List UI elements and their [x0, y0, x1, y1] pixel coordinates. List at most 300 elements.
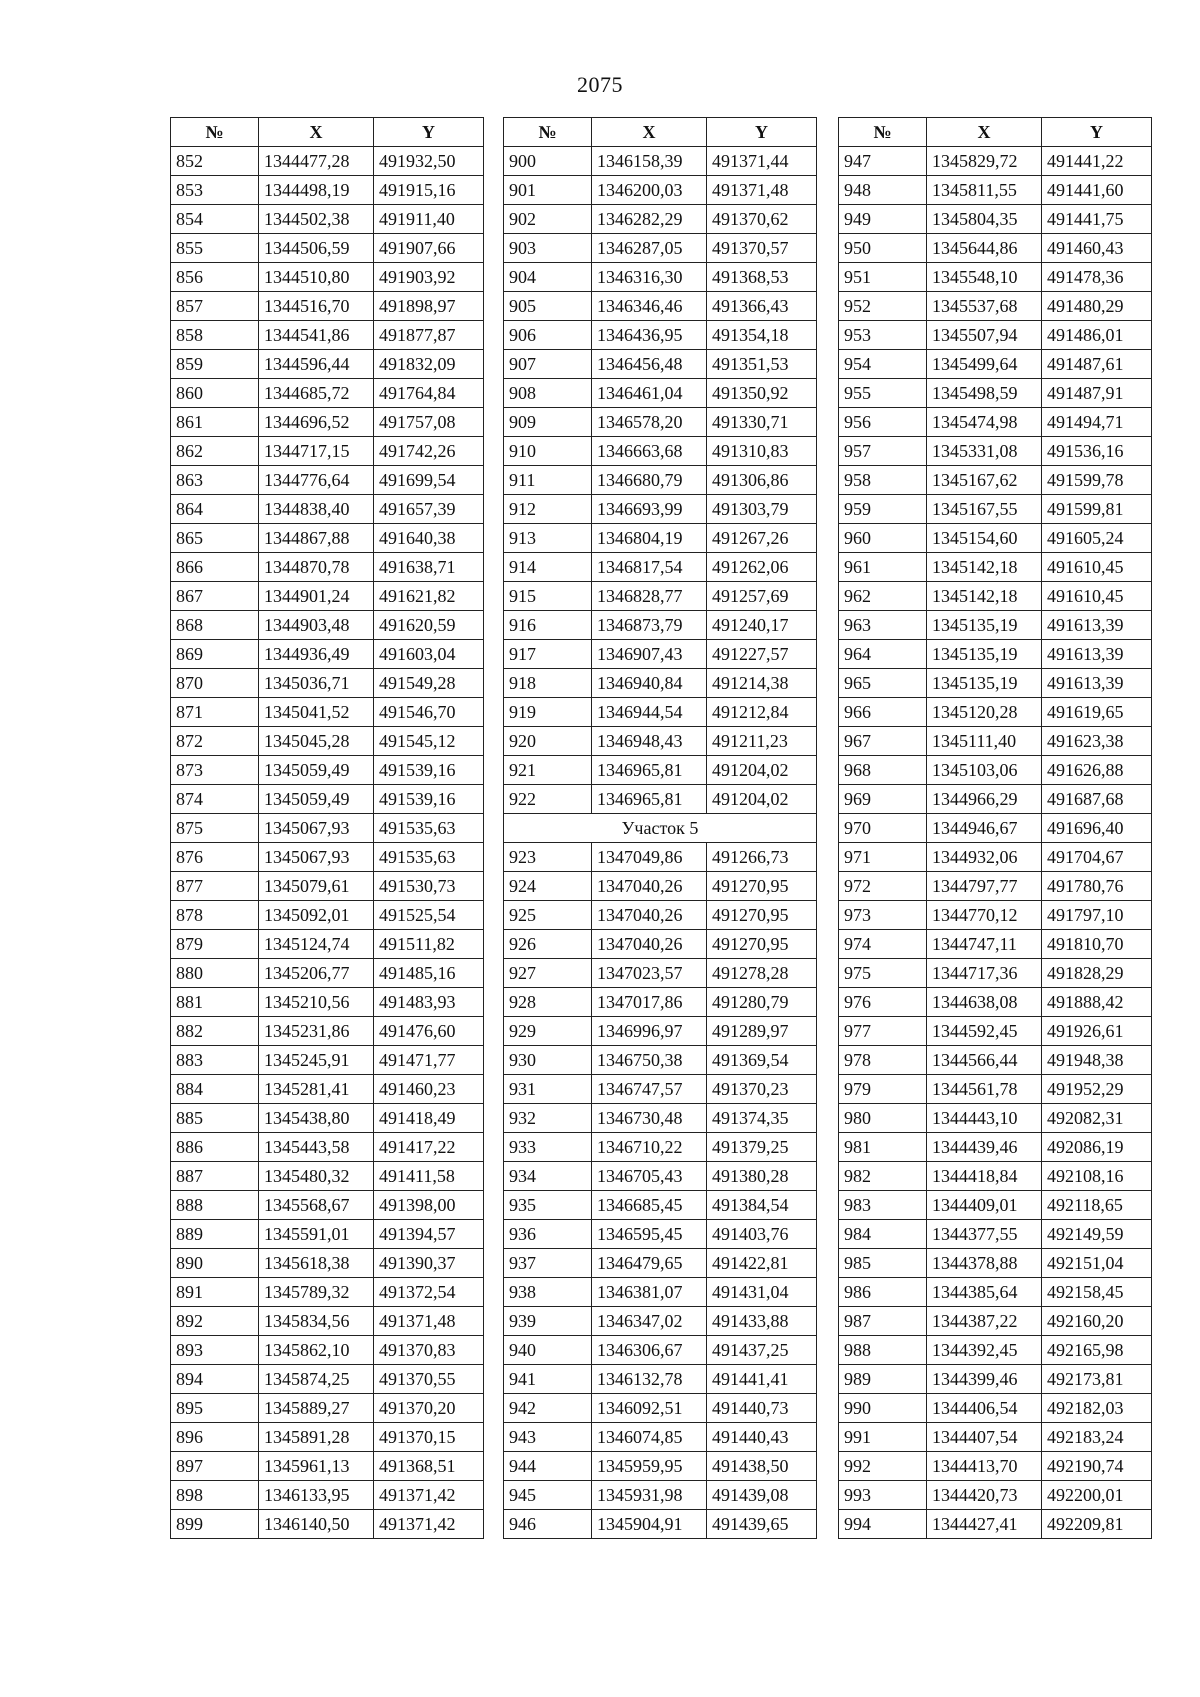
- table-row: [171, 1133, 484, 1162]
- point-number: 957: [839, 437, 927, 466]
- x-coordinate: 1345167,62: [927, 466, 1042, 495]
- x-coordinate: 1344420,73: [927, 1481, 1042, 1510]
- table-row: [504, 1423, 817, 1452]
- page-number: 2075: [577, 72, 623, 97]
- y-coordinate: 491877,87: [374, 321, 484, 350]
- x-coordinate: 1345498,59: [927, 379, 1042, 408]
- table-row: [171, 698, 484, 727]
- section-row: [504, 814, 817, 843]
- y-coordinate: 491354,18: [707, 321, 817, 350]
- table-row: [171, 147, 484, 176]
- table-row: [171, 669, 484, 698]
- y-coordinate: 491267,26: [707, 524, 817, 553]
- table-row: [171, 205, 484, 234]
- x-coordinate: 1346996,97: [592, 1017, 707, 1046]
- table-row: [839, 669, 1152, 698]
- x-coordinate: 1344946,67: [927, 814, 1042, 843]
- table-row: [171, 843, 484, 872]
- table-row: [504, 1394, 817, 1423]
- x-coordinate: 1345891,28: [259, 1423, 374, 1452]
- x-coordinate: 1346140,50: [259, 1510, 374, 1539]
- table-row: [171, 263, 484, 292]
- y-coordinate: 491599,78: [1042, 466, 1152, 495]
- x-coordinate: 1344413,70: [927, 1452, 1042, 1481]
- table-row: [171, 727, 484, 756]
- point-number: 953: [839, 321, 927, 350]
- point-number: 865: [171, 524, 259, 553]
- point-number: 854: [171, 205, 259, 234]
- y-coordinate: 491478,36: [1042, 263, 1152, 292]
- y-coordinate: 491535,63: [374, 843, 484, 872]
- y-coordinate: 491460,43: [1042, 234, 1152, 263]
- x-coordinate: 1344770,12: [927, 901, 1042, 930]
- y-coordinate: 492165,98: [1042, 1336, 1152, 1365]
- y-coordinate: 491623,38: [1042, 727, 1152, 756]
- x-coordinate: 1345103,06: [927, 756, 1042, 785]
- y-coordinate: 491422,81: [707, 1249, 817, 1278]
- table-row: [171, 1423, 484, 1452]
- y-coordinate: 491545,12: [374, 727, 484, 756]
- point-number: 917: [504, 640, 592, 669]
- point-number: 944: [504, 1452, 592, 1481]
- point-number: 887: [171, 1162, 259, 1191]
- y-coordinate: 491486,01: [1042, 321, 1152, 350]
- y-coordinate: 491621,82: [374, 582, 484, 611]
- x-coordinate: 1346200,03: [592, 176, 707, 205]
- y-coordinate: 491369,54: [707, 1046, 817, 1075]
- x-coordinate: 1347040,26: [592, 901, 707, 930]
- y-coordinate: 491613,39: [1042, 611, 1152, 640]
- x-coordinate: 1346436,95: [592, 321, 707, 350]
- point-number: 866: [171, 553, 259, 582]
- x-coordinate: 1345443,58: [259, 1133, 374, 1162]
- point-number: 936: [504, 1220, 592, 1249]
- point-number: 965: [839, 669, 927, 698]
- x-coordinate: 1347049,86: [592, 843, 707, 872]
- table-row: [171, 408, 484, 437]
- point-number: 864: [171, 495, 259, 524]
- point-number: 872: [171, 727, 259, 756]
- x-coordinate: 1345231,86: [259, 1017, 374, 1046]
- table-row: [171, 1452, 484, 1481]
- table-row: [839, 553, 1152, 582]
- y-coordinate: 491433,88: [707, 1307, 817, 1336]
- y-coordinate: 491460,23: [374, 1075, 484, 1104]
- x-coordinate: 1344409,01: [927, 1191, 1042, 1220]
- y-coordinate: 491417,22: [374, 1133, 484, 1162]
- point-number: 893: [171, 1336, 259, 1365]
- x-coordinate: 1345167,55: [927, 495, 1042, 524]
- point-number: 857: [171, 292, 259, 321]
- y-coordinate: 491915,16: [374, 176, 484, 205]
- x-coordinate: 1345245,91: [259, 1046, 374, 1075]
- y-coordinate: 491278,28: [707, 959, 817, 988]
- point-number: 885: [171, 1104, 259, 1133]
- point-number: 963: [839, 611, 927, 640]
- x-coordinate: 1345281,41: [259, 1075, 374, 1104]
- point-number: 903: [504, 234, 592, 263]
- point-number: 913: [504, 524, 592, 553]
- point-number: 934: [504, 1162, 592, 1191]
- table-row: [504, 1336, 817, 1365]
- y-coordinate: 491440,73: [707, 1394, 817, 1423]
- table-row: [839, 321, 1152, 350]
- table-row: [839, 466, 1152, 495]
- y-coordinate: 491539,16: [374, 785, 484, 814]
- x-coordinate: 1347040,26: [592, 930, 707, 959]
- x-coordinate: 1344932,06: [927, 843, 1042, 872]
- table-row: [171, 234, 484, 263]
- point-number: 859: [171, 350, 259, 379]
- x-coordinate: 1344385,64: [927, 1278, 1042, 1307]
- table-row: [171, 872, 484, 901]
- point-number: 961: [839, 553, 927, 582]
- y-coordinate: 491227,57: [707, 640, 817, 669]
- y-coordinate: 491431,04: [707, 1278, 817, 1307]
- x-coordinate: 1346944,54: [592, 698, 707, 727]
- point-number: 948: [839, 176, 927, 205]
- y-coordinate: 491310,83: [707, 437, 817, 466]
- point-number: 900: [504, 147, 592, 176]
- x-coordinate: 1345804,35: [927, 205, 1042, 234]
- table-row: [504, 785, 817, 814]
- x-coordinate: 1345591,01: [259, 1220, 374, 1249]
- y-coordinate: 491888,42: [1042, 988, 1152, 1017]
- point-number: 868: [171, 611, 259, 640]
- table-row: [839, 930, 1152, 959]
- y-coordinate: 491398,00: [374, 1191, 484, 1220]
- point-number: 947: [839, 147, 927, 176]
- point-number: 989: [839, 1365, 927, 1394]
- point-number: 906: [504, 321, 592, 350]
- point-number: 899: [171, 1510, 259, 1539]
- header-y: Y: [1042, 118, 1152, 147]
- x-coordinate: 1345111,40: [927, 727, 1042, 756]
- x-coordinate: 1344502,38: [259, 205, 374, 234]
- point-number: 940: [504, 1336, 592, 1365]
- table-row: [839, 1278, 1152, 1307]
- table-row: [504, 901, 817, 930]
- x-coordinate: 1345036,71: [259, 669, 374, 698]
- table-body: [504, 147, 817, 1539]
- point-number: 974: [839, 930, 927, 959]
- table-row: [839, 582, 1152, 611]
- table-row: [504, 872, 817, 901]
- table-row: [839, 1104, 1152, 1133]
- table-row: [171, 1365, 484, 1394]
- point-number: 876: [171, 843, 259, 872]
- y-coordinate: 491370,62: [707, 205, 817, 234]
- header-number: №: [839, 118, 927, 147]
- x-coordinate: 1346828,77: [592, 582, 707, 611]
- x-coordinate: 1345931,98: [592, 1481, 707, 1510]
- x-coordinate: 1346750,38: [592, 1046, 707, 1075]
- point-number: 986: [839, 1278, 927, 1307]
- table-header-row: [839, 118, 1152, 147]
- y-coordinate: 491204,02: [707, 756, 817, 785]
- y-coordinate: 491211,23: [707, 727, 817, 756]
- x-coordinate: 1346965,81: [592, 756, 707, 785]
- x-coordinate: 1346948,43: [592, 727, 707, 756]
- y-coordinate: 491757,08: [374, 408, 484, 437]
- table-row: [504, 1104, 817, 1133]
- table-row: [171, 1046, 484, 1075]
- x-coordinate: 1345154,60: [927, 524, 1042, 553]
- x-coordinate: 1345059,49: [259, 756, 374, 785]
- point-number: 930: [504, 1046, 592, 1075]
- x-coordinate: 1344427,41: [927, 1510, 1042, 1539]
- point-number: 852: [171, 147, 259, 176]
- table-row: [504, 843, 817, 872]
- table-row: [171, 814, 484, 843]
- point-number: 956: [839, 408, 927, 437]
- y-coordinate: 492182,03: [1042, 1394, 1152, 1423]
- x-coordinate: 1346595,45: [592, 1220, 707, 1249]
- x-coordinate: 1345904,91: [592, 1510, 707, 1539]
- table-row: [839, 640, 1152, 669]
- table-row: [171, 1481, 484, 1510]
- x-coordinate: 1345568,67: [259, 1191, 374, 1220]
- header-y: Y: [707, 118, 817, 147]
- table-row: [839, 147, 1152, 176]
- y-coordinate: 491306,86: [707, 466, 817, 495]
- point-number: 979: [839, 1075, 927, 1104]
- x-coordinate: 1345079,61: [259, 872, 374, 901]
- y-coordinate: 491832,09: [374, 350, 484, 379]
- y-coordinate: 491549,28: [374, 669, 484, 698]
- y-coordinate: 491911,40: [374, 205, 484, 234]
- table-row: [839, 901, 1152, 930]
- point-number: 874: [171, 785, 259, 814]
- table-row: [839, 524, 1152, 553]
- x-coordinate: 1344443,10: [927, 1104, 1042, 1133]
- table-row: [171, 1307, 484, 1336]
- point-number: 988: [839, 1336, 927, 1365]
- y-coordinate: 491487,91: [1042, 379, 1152, 408]
- coordinates-table-2: [503, 117, 817, 1539]
- y-coordinate: 491370,20: [374, 1394, 484, 1423]
- y-coordinate: 491270,95: [707, 930, 817, 959]
- table-row: [839, 263, 1152, 292]
- table-row: [171, 1162, 484, 1191]
- point-number: 962: [839, 582, 927, 611]
- point-number: 994: [839, 1510, 927, 1539]
- point-number: 871: [171, 698, 259, 727]
- point-number: 886: [171, 1133, 259, 1162]
- point-number: 902: [504, 205, 592, 234]
- table-row: [839, 1191, 1152, 1220]
- point-number: 980: [839, 1104, 927, 1133]
- point-number: 946: [504, 1510, 592, 1539]
- table-row: [504, 292, 817, 321]
- point-number: 943: [504, 1423, 592, 1452]
- table-row: [839, 756, 1152, 785]
- point-number: 967: [839, 727, 927, 756]
- x-coordinate: 1344399,46: [927, 1365, 1042, 1394]
- x-coordinate: 1345474,98: [927, 408, 1042, 437]
- y-coordinate: 491926,61: [1042, 1017, 1152, 1046]
- x-coordinate: 1345124,74: [259, 930, 374, 959]
- x-coordinate: 1344966,29: [927, 785, 1042, 814]
- table-row: [839, 727, 1152, 756]
- y-coordinate: 491270,95: [707, 872, 817, 901]
- y-coordinate: 491640,38: [374, 524, 484, 553]
- table-row: [171, 1510, 484, 1539]
- table-body: [839, 147, 1152, 1539]
- table-row: [171, 785, 484, 814]
- point-number: 942: [504, 1394, 592, 1423]
- table-row: [171, 176, 484, 205]
- y-coordinate: 491374,35: [707, 1104, 817, 1133]
- y-coordinate: 491530,73: [374, 872, 484, 901]
- table-row: [171, 524, 484, 553]
- y-coordinate: 491476,60: [374, 1017, 484, 1046]
- y-coordinate: 491214,38: [707, 669, 817, 698]
- point-number: 904: [504, 263, 592, 292]
- y-coordinate: 491266,73: [707, 843, 817, 872]
- point-number: 880: [171, 959, 259, 988]
- table-row: [171, 1017, 484, 1046]
- x-coordinate: 1346346,46: [592, 292, 707, 321]
- y-coordinate: 491610,45: [1042, 553, 1152, 582]
- table-row: [504, 234, 817, 263]
- y-coordinate: 491390,37: [374, 1249, 484, 1278]
- table-row: [504, 379, 817, 408]
- point-number: 984: [839, 1220, 927, 1249]
- y-coordinate: 491696,40: [1042, 814, 1152, 843]
- point-number: 954: [839, 350, 927, 379]
- table-header-row: [504, 118, 817, 147]
- table-row: [171, 1220, 484, 1249]
- y-coordinate: 491380,28: [707, 1162, 817, 1191]
- point-number: 867: [171, 582, 259, 611]
- table-row: [839, 176, 1152, 205]
- x-coordinate: 1345041,52: [259, 698, 374, 727]
- table-row: [504, 1162, 817, 1191]
- y-coordinate: 491370,83: [374, 1336, 484, 1365]
- x-coordinate: 1346282,29: [592, 205, 707, 234]
- y-coordinate: 491370,15: [374, 1423, 484, 1452]
- table-row: [504, 1017, 817, 1046]
- y-coordinate: 491511,82: [374, 930, 484, 959]
- x-coordinate: 1345644,86: [927, 234, 1042, 263]
- table-row: [839, 1133, 1152, 1162]
- table-row: [504, 495, 817, 524]
- y-coordinate: 491603,04: [374, 640, 484, 669]
- table-row: [504, 147, 817, 176]
- point-number: 890: [171, 1249, 259, 1278]
- point-number: 928: [504, 988, 592, 1017]
- x-coordinate: 1344596,44: [259, 350, 374, 379]
- table-row: [504, 959, 817, 988]
- y-coordinate: 491742,26: [374, 437, 484, 466]
- point-number: 927: [504, 959, 592, 988]
- table-row: [504, 1365, 817, 1394]
- x-coordinate: 1344638,08: [927, 988, 1042, 1017]
- y-coordinate: 491471,77: [374, 1046, 484, 1075]
- y-coordinate: 491204,02: [707, 785, 817, 814]
- point-number: 853: [171, 176, 259, 205]
- point-number: 888: [171, 1191, 259, 1220]
- y-coordinate: 491704,67: [1042, 843, 1152, 872]
- x-coordinate: 1344406,54: [927, 1394, 1042, 1423]
- table-row: [504, 1481, 817, 1510]
- y-coordinate: 491441,22: [1042, 147, 1152, 176]
- x-coordinate: 1344717,36: [927, 959, 1042, 988]
- x-coordinate: 1345537,68: [927, 292, 1042, 321]
- x-coordinate: 1344407,54: [927, 1423, 1042, 1452]
- table-row: [504, 524, 817, 553]
- x-coordinate: 1346965,81: [592, 785, 707, 814]
- x-coordinate: 1345092,01: [259, 901, 374, 930]
- y-coordinate: 491485,16: [374, 959, 484, 988]
- y-coordinate: 491780,76: [1042, 872, 1152, 901]
- y-coordinate: 491638,71: [374, 553, 484, 582]
- point-number: 971: [839, 843, 927, 872]
- x-coordinate: 1345874,25: [259, 1365, 374, 1394]
- point-number: 931: [504, 1075, 592, 1104]
- point-number: 992: [839, 1452, 927, 1481]
- point-number: 912: [504, 495, 592, 524]
- x-coordinate: 1345480,32: [259, 1162, 374, 1191]
- y-coordinate: 491525,54: [374, 901, 484, 930]
- point-number: 983: [839, 1191, 927, 1220]
- y-coordinate: 491613,39: [1042, 669, 1152, 698]
- point-number: 878: [171, 901, 259, 930]
- point-number: 981: [839, 1133, 927, 1162]
- table-row: [839, 988, 1152, 1017]
- x-coordinate: 1346685,45: [592, 1191, 707, 1220]
- point-number: 921: [504, 756, 592, 785]
- x-coordinate: 1344418,84: [927, 1162, 1042, 1191]
- y-coordinate: 491350,92: [707, 379, 817, 408]
- table-row: [839, 611, 1152, 640]
- y-coordinate: 491539,16: [374, 756, 484, 785]
- point-number: 910: [504, 437, 592, 466]
- point-number: 862: [171, 437, 259, 466]
- table-row: [171, 930, 484, 959]
- point-number: 884: [171, 1075, 259, 1104]
- point-number: 923: [504, 843, 592, 872]
- table-row: [504, 640, 817, 669]
- y-coordinate: 491257,69: [707, 582, 817, 611]
- x-coordinate: 1344516,70: [259, 292, 374, 321]
- point-number: 951: [839, 263, 927, 292]
- point-number: 914: [504, 553, 592, 582]
- y-coordinate: 491605,24: [1042, 524, 1152, 553]
- point-number: 898: [171, 1481, 259, 1510]
- table-row: [839, 1017, 1152, 1046]
- y-coordinate: 492118,65: [1042, 1191, 1152, 1220]
- point-number: 922: [504, 785, 592, 814]
- x-coordinate: 1346158,39: [592, 147, 707, 176]
- table-row: [839, 1394, 1152, 1423]
- table-row: [504, 1133, 817, 1162]
- point-number: 924: [504, 872, 592, 901]
- table-row: [839, 1075, 1152, 1104]
- y-coordinate: 491440,43: [707, 1423, 817, 1452]
- table-row: [504, 1452, 817, 1481]
- y-coordinate: 491351,53: [707, 350, 817, 379]
- y-coordinate: 492190,74: [1042, 1452, 1152, 1481]
- point-number: 863: [171, 466, 259, 495]
- x-coordinate: 1344685,72: [259, 379, 374, 408]
- x-coordinate: 1347023,57: [592, 959, 707, 988]
- y-coordinate: 491907,66: [374, 234, 484, 263]
- table-row: [171, 988, 484, 1017]
- x-coordinate: 1346456,48: [592, 350, 707, 379]
- table-row: [839, 1220, 1152, 1249]
